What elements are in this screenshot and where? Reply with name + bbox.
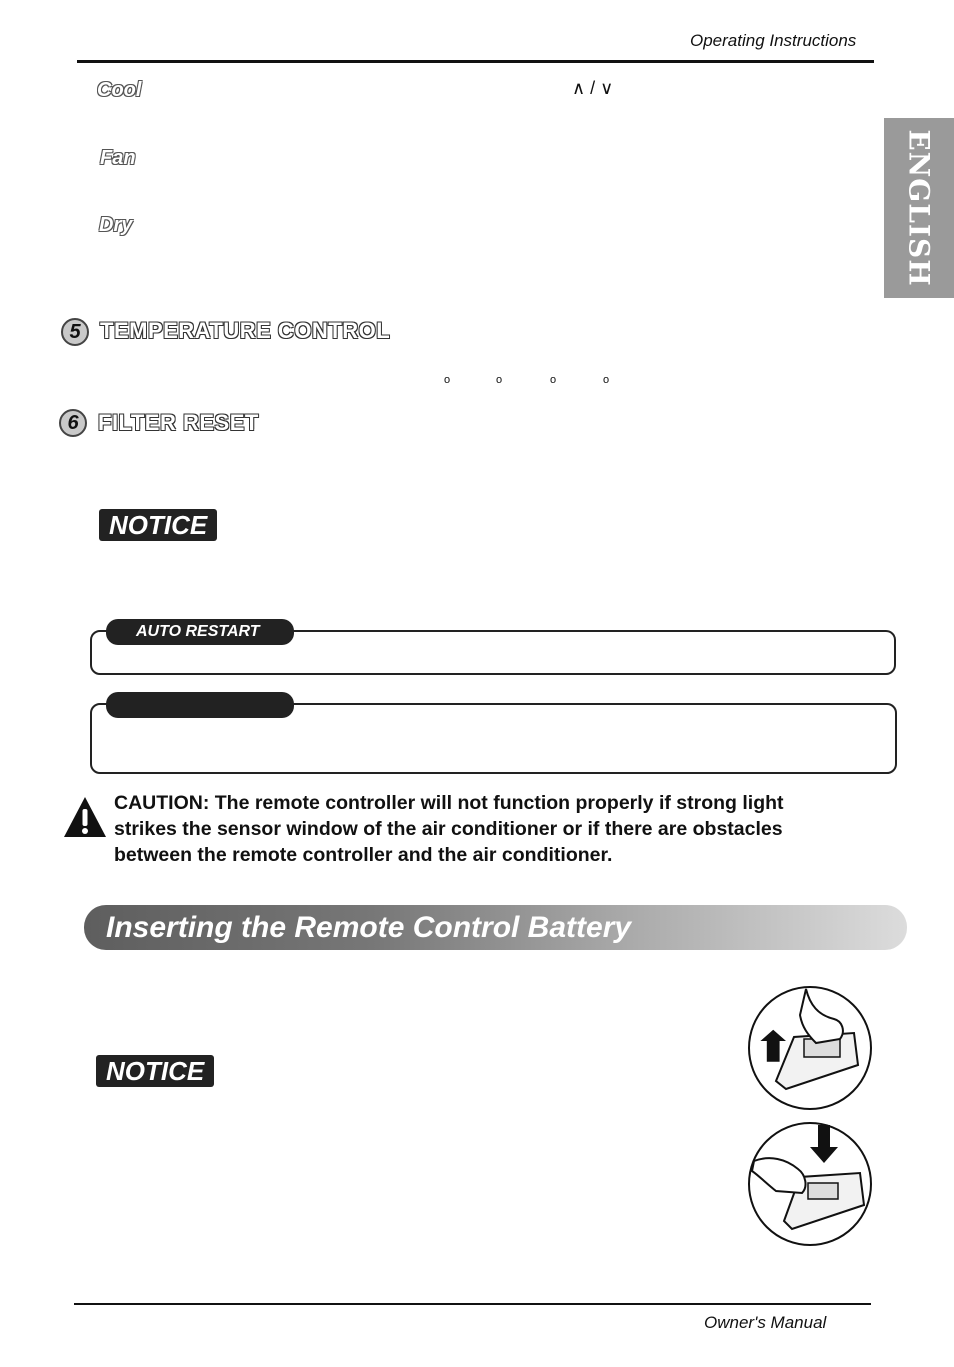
warning-icon <box>62 795 108 839</box>
section-5-badge: 5 <box>61 318 89 346</box>
degree-mark: o <box>550 374 557 386</box>
footer-rule <box>74 1303 871 1305</box>
caution-label: CAUTION: <box>114 792 210 814</box>
header-rule <box>77 60 874 63</box>
language-tab <box>884 118 954 298</box>
caution-text <box>114 790 834 868</box>
auto-restart-label: AUTO RESTART <box>106 619 294 645</box>
mode-cool-label: Cool <box>97 79 142 101</box>
up-down-arrows: ∧ / ∨ <box>572 78 614 98</box>
header-title: Operating Instructions <box>690 31 857 50</box>
battery-section-banner <box>84 905 907 950</box>
caution-body: The remote controller will not function properly if strong light strikes the sensor window of the air conditioner or if there are obstacles between the remote controller and the air conditioner. <box>114 792 784 866</box>
section-6-badge: 6 <box>59 409 87 437</box>
info-box-label <box>106 692 294 718</box>
battery-cover-removal-illustration <box>746 985 874 1111</box>
footer-title: Owner's Manual <box>704 1313 827 1332</box>
temperature-control-heading: TEMPERATURE CONTROL <box>100 318 391 343</box>
battery-insert-illustration <box>746 1121 874 1247</box>
battery-section-title: Inserting the Remote Control Battery <box>106 911 632 944</box>
mode-fan-label: Fan <box>100 147 136 169</box>
filter-reset-heading: FILTER RESET <box>98 410 259 435</box>
degree-mark: o <box>444 374 451 386</box>
notice-badge-battery: NOTICE <box>96 1055 214 1087</box>
degree-mark: o <box>496 374 503 386</box>
notice-badge: NOTICE <box>99 509 217 541</box>
mode-dry-label: Dry <box>99 214 133 236</box>
language-tab-label: ENGLISH <box>902 129 936 287</box>
degree-mark: o <box>603 374 610 386</box>
